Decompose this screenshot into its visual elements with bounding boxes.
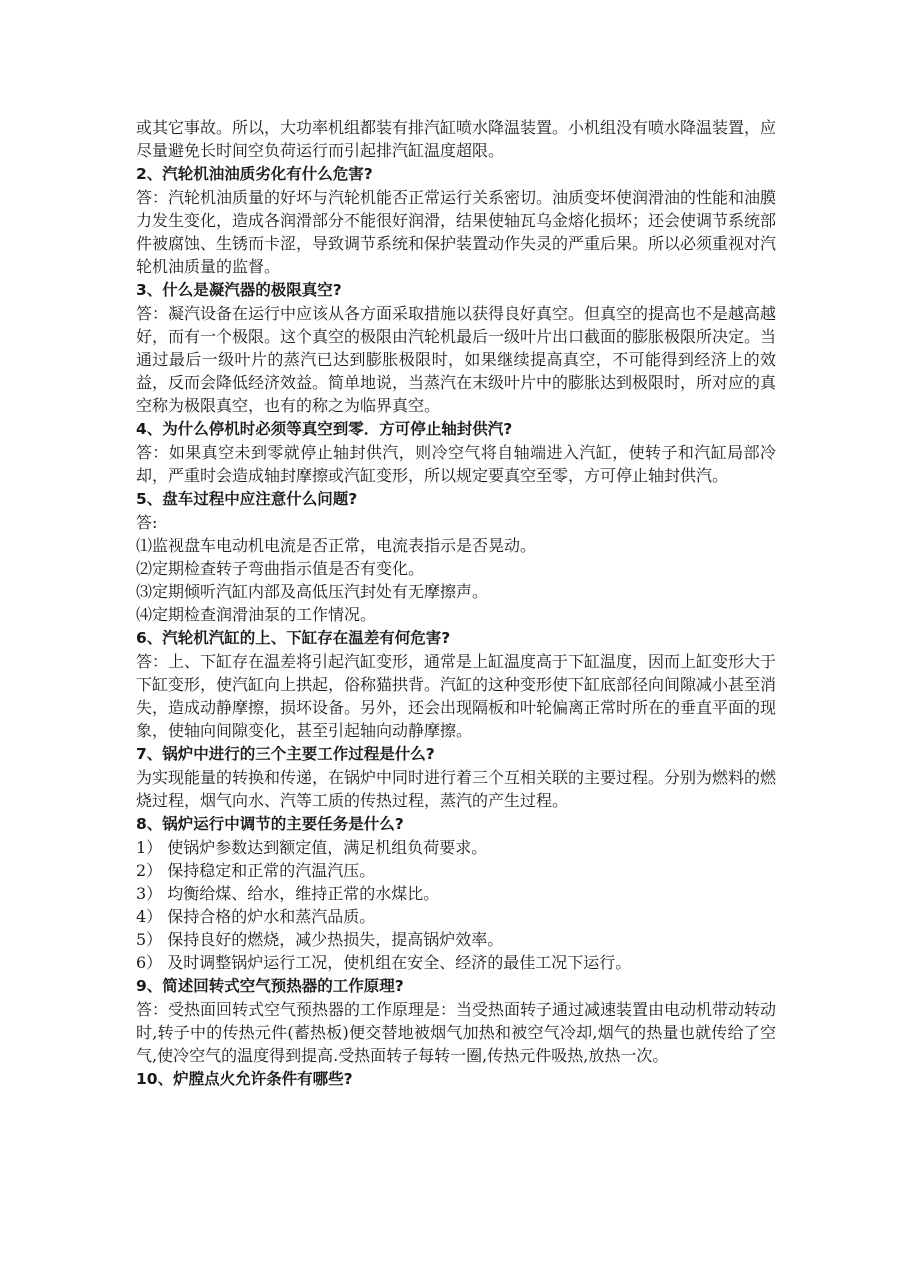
question-2-answer: 答：汽轮机油质量的好坏与汽轮机能否正常运行关系密切。油质变坏使润滑油的性能和油膜力发生变化，造成各润滑部分不能很好润滑，结果使轴瓦乌金熔化损坏；还会使调节系统部件被腐蚀、生锈而卡涩，导致调节系统和保护装置动作失灵的严重后果。所以必须重视对汽轮机油质量的监督。: [136, 188, 777, 276]
question-5-answer-lead: 答:: [136, 513, 158, 532]
question-8-heading: 8、锅炉运行中调节的主要任务是什么?: [136, 815, 404, 833]
question-6-heading: 6、汽轮机汽缸的上、下缸存在温差有何危害?: [136, 629, 451, 647]
question-4-heading: 4、为什么停机时必须等真空到零．方可停止轴封供汽?: [136, 420, 513, 438]
question-3-heading: 3、什么是凝汽器的极限真空?: [136, 281, 342, 299]
question-5-list-item: ⑴监视盘车电动机电流是否正常，电流表指示是否晃动。: [136, 536, 537, 555]
question-10-heading: 10、炉膛点火允许条件有哪些?: [136, 1070, 353, 1088]
question-7-answer: 为实现能量的转换和传递，在锅炉中同时进行着三个互相关联的主要过程。分别为燃料的燃烧过程，烟气向水、汽等工质的传热过程，蒸汽的产生过程。: [136, 768, 777, 810]
question-6-answer: 答：上、下缸存在温差将引起汽缸变形，通常是上缸温度高于下缸温度，因而上缸变形大于下缸变形，使汽缸向上拱起，俗称猫拱背。汽缸的这种变形使下缸底部径向间隙减小甚至消失，造成动静摩擦，损坏设备。另外，还会出现隔板和叶轮偏离正常时所在的垂直平面的现象，使轴向间隙变化，甚至引起轴向动静摩擦。: [136, 652, 777, 740]
question-3-answer: 答：凝汽设备在运行中应该从各方面采取措施以获得良好真空。但真空的提高也不是越高越好，而有一个极限。这个真空的极限由汽轮机最后一级叶片出口截面的膨胀极限所决定。当通过最后一级叶片的蒸汽已达到膨胀极限时，如果继续提高真空，不可能得到经济上的效益，反而会降低经济效益。简单地说，当蒸汽在末级叶片中的膨胀达到极限时，所对应的真空称为极限真空，也有的称之为临界真空。: [136, 304, 777, 415]
question-8-list-item: 6） 及时调整锅炉运行工况，使机组在安全、经济的最佳工况下运行。: [136, 953, 632, 972]
question-4-answer: 答：如果真空未到零就停止轴封供汽，则冷空气将自轴端进入汽缸，使转子和汽缸局部冷却，严重时会造成轴封摩擦或汽缸变形，所以规定要真空至零，方可停止轴封供汽。: [136, 443, 776, 485]
question-8-list-item: 4） 保持合格的炉水和蒸汽品质。: [136, 907, 376, 926]
question-5-list-item: ⑶定期倾听汽缸内部及高低压汽封处有无摩擦声。: [136, 582, 489, 601]
question-8-list-item: 5） 保持良好的燃烧，减少热损失，提高锅炉效率。: [136, 930, 504, 949]
intro-paragraph: 或其它事故。所以，大功率机组都装有排汽缸喷水降温装置。小机组没有喷水降温装置，应尽量避免长时间空负荷运行而引起排汽缸温度超限。: [136, 118, 777, 160]
question-8-list-item: 2） 保持稳定和正常的汽温汽压。: [136, 861, 376, 880]
question-5-list-item: ⑵定期检查转子弯曲指示值是否有变化。: [136, 559, 425, 578]
question-2-heading: 2、汽轮机油油质劣化有什么危害?: [136, 165, 373, 183]
question-5-list-item: ⑷定期检查润滑油泵的工作情况。: [136, 605, 377, 624]
question-8-list-item: 1） 使锅炉参数达到额定值，满足机组负荷要求。: [136, 838, 488, 857]
question-9-answer: 答：受热面回转式空气预热器的工作原理是：当受热面转子通过减速装置由电动机带动转动时,转子中的传热元件(蓄热板)便交替地被烟气加热和被空气冷却,烟气的热量也就传给了空气,使冷空气的温度得到提高.受热面转子每转一圈,传热元件吸热,放热一次。: [136, 1000, 777, 1065]
question-8-list-item: 3） 均衡给煤、给水，维持正常的水煤比。: [136, 884, 440, 903]
document-page: [136, 116, 776, 1091]
question-7-heading: 7、锅炉中进行的三个主要工作过程是什么?: [136, 745, 435, 763]
question-5-heading: 5、盘车过程中应注意什么问题?: [136, 490, 358, 508]
question-9-heading: 9、简述回转式空气预热器的工作原理?: [136, 977, 404, 995]
